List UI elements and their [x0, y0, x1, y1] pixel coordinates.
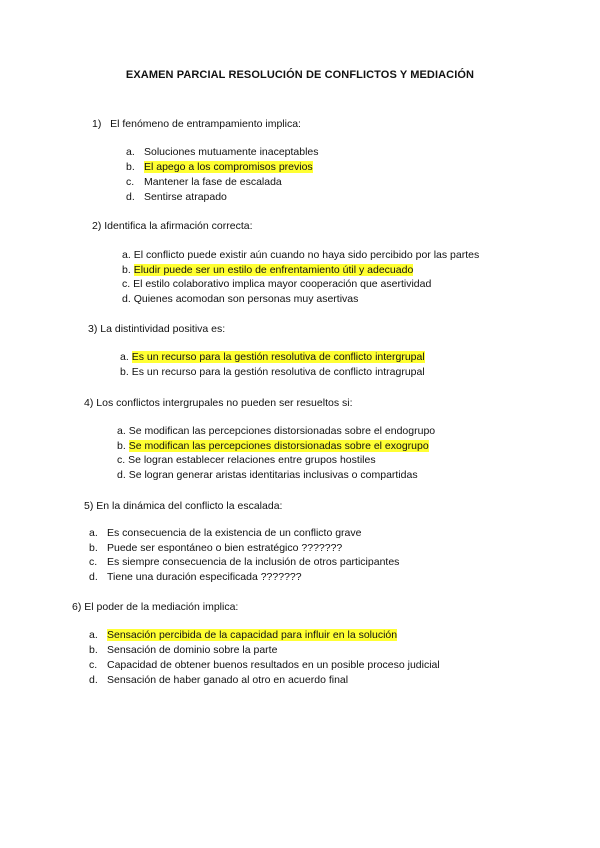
option-text: Puede ser espontáneo o bien estratégico ???????: [107, 542, 343, 554]
option-label: b.: [120, 366, 129, 378]
option-text-highlighted: El apego a los compromisos previos: [144, 161, 313, 173]
question-text: El poder de la mediación implica:: [84, 601, 239, 613]
option-text: Soluciones mutuamente inaceptables: [144, 146, 319, 158]
option-text: Tiene una duración especificada ???????: [107, 571, 302, 583]
question-number: 5): [84, 500, 94, 512]
option-label: c.: [117, 454, 126, 466]
option-label: b.: [126, 161, 135, 173]
question-3: [88, 323, 225, 336]
option-1-a: [126, 146, 319, 159]
question-number: 4): [84, 397, 94, 409]
question-text: Identifica la afirmación correcta:: [104, 220, 253, 232]
option-4-b: [117, 440, 429, 453]
option-text: Sensación de haber ganado al otro en acuerdo final: [107, 674, 349, 686]
option-6-d: [89, 674, 348, 687]
option-text: Es consecuencia de la existencia de un conflicto grave: [107, 527, 362, 539]
question-text: En la dinámica del conflicto la escalada:: [96, 500, 283, 512]
option-1-c: [126, 176, 282, 189]
option-label: b.: [117, 440, 126, 452]
option-text: Se logran generar aristas identitarias inclusivas o compartidas: [128, 469, 418, 481]
option-2-a: [122, 249, 479, 262]
question-6: [72, 601, 238, 614]
option-label: d.: [89, 674, 98, 686]
question-number: 3): [88, 323, 98, 335]
question-5: [84, 500, 282, 513]
option-label: a.: [122, 249, 131, 261]
question-text: Los conflictos intergrupales no pueden ser resueltos si:: [96, 397, 353, 409]
option-text: Quienes acomodan son personas muy asertivas: [133, 293, 359, 305]
option-label: a.: [117, 425, 126, 437]
option-4-d: [117, 469, 418, 482]
question-4: [84, 397, 353, 410]
option-6-c: [89, 659, 440, 672]
option-6-b: [89, 644, 277, 657]
option-text: Mantener la fase de escalada: [144, 176, 282, 188]
option-label: a.: [89, 629, 98, 641]
option-1-b: [126, 161, 313, 174]
option-text-highlighted: Es un recurso para la gestión resolutiva de conflicto intergrupal: [131, 351, 425, 363]
option-label: c.: [122, 278, 131, 290]
question-1: [92, 118, 301, 131]
question-number: 1): [92, 118, 102, 130]
option-5-a: [89, 527, 362, 540]
option-label: b.: [89, 542, 98, 554]
question-number: 6): [72, 601, 82, 613]
option-label: a.: [89, 527, 98, 539]
option-label: c.: [89, 659, 98, 671]
option-label: a.: [120, 351, 129, 363]
option-label: c.: [89, 556, 98, 568]
option-6-a: [89, 629, 397, 642]
option-text-highlighted: Se modifican las percepciones distorsionadas sobre el exogrupo: [128, 440, 429, 452]
question-text: El fenómeno de entrampamiento implica:: [110, 118, 301, 130]
option-text-highlighted: Eludir puede ser un estilo de enfrentamiento útil y adecuado: [133, 264, 414, 276]
option-2-d: [122, 293, 358, 306]
option-3-a: [120, 351, 425, 364]
option-1-d: [126, 191, 227, 204]
option-text: El conflicto puede existir aún cuando no haya sido percibido por las partes: [133, 249, 480, 261]
option-label: c.: [126, 176, 135, 188]
option-label: d.: [122, 293, 131, 305]
option-2-b: [122, 264, 413, 277]
option-text: Se logran establecer relaciones entre grupos hostiles: [128, 454, 376, 466]
option-text: Es siempre consecuencia de la inclusión de otros participantes: [107, 556, 400, 568]
option-2-c: [122, 278, 431, 291]
option-text: Capacidad de obtener buenos resultados en un posible proceso judicial: [107, 659, 440, 671]
option-text: Es un recurso para la gestión resolutiva de conflicto intragrupal: [131, 366, 425, 378]
option-label: d.: [126, 191, 135, 203]
option-label: d.: [89, 571, 98, 583]
option-text: Sentirse atrapado: [144, 191, 227, 203]
option-text: Se modifican las percepciones distorsionadas sobre el endogrupo: [128, 425, 436, 437]
option-text-highlighted: Sensación percibida de la capacidad para influir en la solución: [107, 629, 398, 641]
question-number: 2): [92, 220, 102, 232]
option-3-b: [120, 366, 425, 379]
option-5-c: [89, 556, 399, 569]
option-text: El estilo colaborativo implica mayor cooperación que asertividad: [133, 278, 432, 290]
option-4-a: [117, 425, 435, 438]
option-5-b: [89, 542, 342, 555]
question-text: La distintividad positiva es:: [100, 323, 226, 335]
option-label: b.: [122, 264, 131, 276]
exam-title: EXAMEN PARCIAL RESOLUCIÓN DE CONFLICTOS Y MEDIACIÓN: [125, 69, 475, 81]
option-label: a.: [126, 146, 135, 158]
question-2: [92, 220, 253, 233]
option-text: Sensación de dominio sobre la parte: [107, 644, 278, 656]
option-label: b.: [89, 644, 98, 656]
option-label: d.: [117, 469, 126, 481]
option-4-c: [117, 454, 376, 467]
option-5-d: [89, 571, 302, 584]
